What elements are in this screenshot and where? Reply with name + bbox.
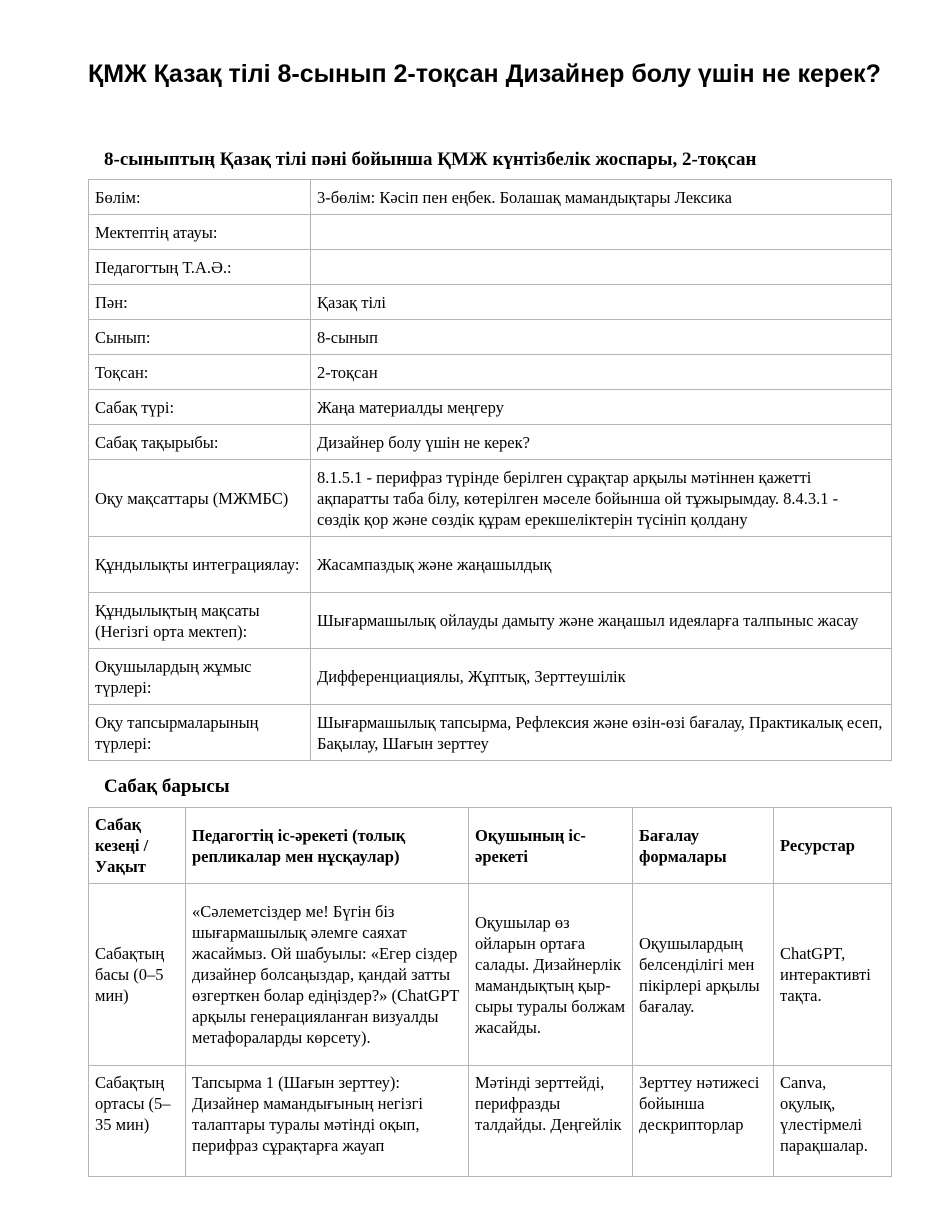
table-row [89,537,892,593]
info-key: Пән: [89,285,311,320]
info-key: Мектептің атауы: [89,215,311,250]
table-row [89,355,892,390]
table-row [89,320,892,355]
info-key: Оқу мақсаттары (МЖМБС) [89,460,311,537]
teacher-activity-cell: Тапсырма 1 (Шағын зерттеу): Дизайнер мамандығының негізгі талаптары туралы мәтінді оқып, перифраз сұрақтарға жауап [186,1066,469,1177]
info-value [311,250,892,285]
lesson-flow-table [88,807,892,1177]
table-row [89,285,892,320]
stage-cell: Сабақтың ортасы (5–35 мин) [89,1066,186,1177]
lesson-info-table [88,179,892,761]
table-row [89,425,892,460]
info-key: Бөлім: [89,180,311,215]
table-row [89,884,892,1066]
info-key: Сабақ тақырыбы: [89,425,311,460]
info-key: Сабақ түрі: [89,390,311,425]
info-value: Қазақ тілі [311,285,892,320]
info-value: 3-бөлім: Кәсіп пен еңбек. Болашақ мамандықтары Лексика [311,180,892,215]
info-key: Педагогтың Т.А.Ә.: [89,250,311,285]
document-title: ҚМЖ Қазақ тілі 8-сынып 2-тоқсан Дизайнер болу үшін не керек? [88,60,881,88]
resources-cell: Canva, оқулық, үлестірмелі парақшалар. [774,1066,892,1177]
column-header-assessment: Бағалау формалары [633,808,774,884]
info-value: 8.1.5.1 - перифраз түрінде берілген сұрақтар арқылы мәтіннен қажетті ақпаратты таба білу, көтерілген мәселе бойынша ой тұжырымдау. 8.4.3.1 - сөздік қор және сөздік құрам ерекшеліктерін түсініп қолдану [311,460,892,537]
info-value: Дифференциациялы, Жұптық, Зерттеушілік [311,649,892,705]
student-activity-cell: Оқушылар өз ойларын ортаға салады. Дизайнерлік мамандықтың қыр-сыры туралы болжам жасайды. [469,884,633,1066]
table-row [89,250,892,285]
table-row [89,390,892,425]
column-header-resources: Ресурстар [774,808,892,884]
info-value: Шығармашылық ойлауды дамыту және жаңашыл идеяларға талпыныс жасау [311,593,892,649]
info-key: Құндылықтың мақсаты (Негізгі орта мектеп): [89,593,311,649]
info-value [311,215,892,250]
student-activity-cell: Мәтінді зерттейді, перифразды талдайды. Деңгейлік [469,1066,633,1177]
assessment-cell: Оқушылардың белсенділігі мен пікірлері арқылы бағалау. [633,884,774,1066]
info-value: Жаңа материалды меңгеру [311,390,892,425]
table-header-row [89,808,892,884]
info-key: Оқу тапсырмаларының түрлері: [89,705,311,761]
info-value: Шығармашылық тапсырма, Рефлексия және өзін-өзі бағалау, Практикалық есеп, Бақылау, Шағын зерттеу [311,705,892,761]
column-header-stage: Сабақ кезеңі / Уақыт [89,808,186,884]
column-header-teacher: Педагогтің іс-әрекеті (толық репликалар мен нұсқаулар) [186,808,469,884]
table-row [89,1066,892,1177]
table-row [89,705,892,761]
table-row [89,649,892,705]
resources-cell: ChatGPT, интерактивті тақта. [774,884,892,1066]
info-value: 2-тоқсан [311,355,892,390]
table-row [89,593,892,649]
info-value: Дизайнер болу үшін не керек? [311,425,892,460]
info-key: Тоқсан: [89,355,311,390]
info-key: Сынып: [89,320,311,355]
assessment-cell: Зерттеу нәтижесі бойынша дескрипторлар [633,1066,774,1177]
column-header-student: Оқушының іс-әрекеті [469,808,633,884]
table-row [89,180,892,215]
info-value: Жасампаздық және жаңашылдық [311,537,892,593]
table-row [89,460,892,537]
info-key: Құндылықты интеграциялау: [89,537,311,593]
teacher-activity-cell: «Сәлеметсіздер ме! Бүгін біз шығармашылық әлемге саяхат жасаймыз. Ой шабуылы: «Егер сіздер дизайнер болсаңыздар, қандай затты өзгерткен болар едіңіздер?» (ChatGPT арқылы генерацияланған визуалды метафораларды көрсету). [186,884,469,1066]
stage-cell: Сабақтың басы (0–5 мин) [89,884,186,1066]
lesson-flow-heading: Сабақ барысы [104,776,230,797]
table-row [89,215,892,250]
plan-heading: 8-сыныптың Қазақ тілі пәні бойынша ҚМЖ күнтізбелік жоспары, 2-тоқсан [104,149,757,170]
info-key: Оқушылардың жұмыс түрлері: [89,649,311,705]
info-value: 8-сынып [311,320,892,355]
